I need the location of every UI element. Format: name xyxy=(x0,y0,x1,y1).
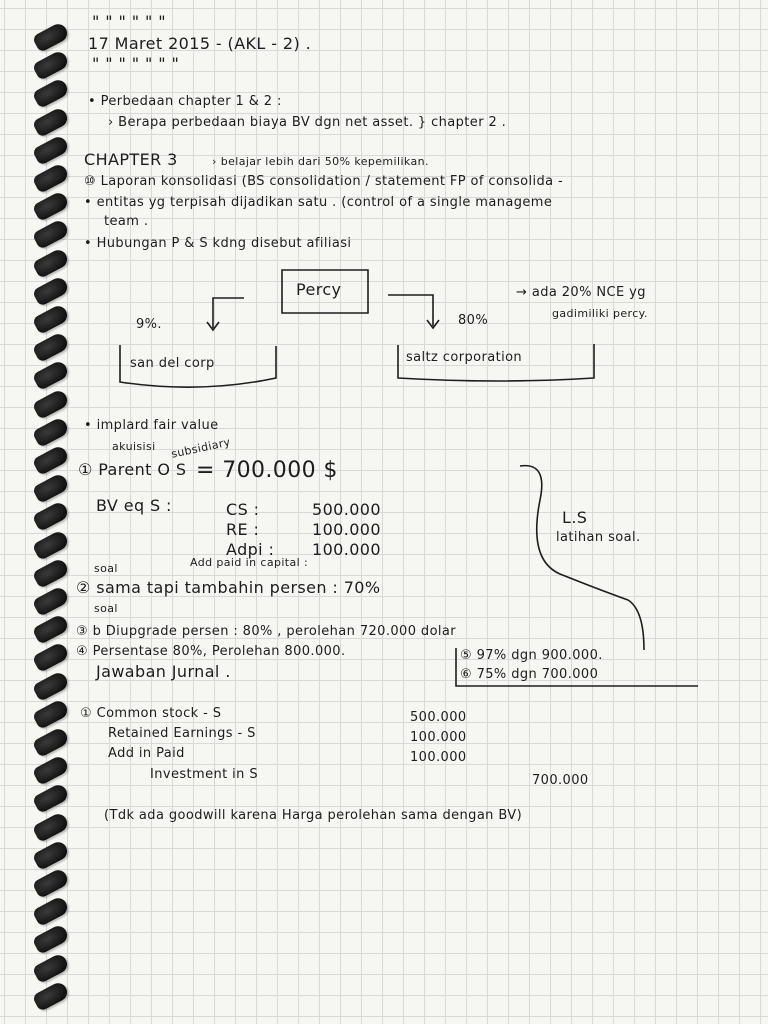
diagram-parent-percy: Percy xyxy=(296,280,342,299)
chapter-line-afiliasi: • Hubungan P & S kdng disebut afiliasi xyxy=(84,236,352,251)
soal-item-3: ③ b Diupgrade persen : 80% , perolehan 720.000 dolar xyxy=(76,624,457,639)
jurnal-debit: 100.000 xyxy=(410,730,467,745)
soal-item-5: ⑤ 97% dgn 900.000. xyxy=(460,648,603,663)
label-akuisisi: akuisisi xyxy=(112,440,156,453)
ditto-marks-bottom: " " " " " " " xyxy=(92,54,180,73)
diagram-sub-saltz: saltz corporation xyxy=(406,350,523,365)
soal-item-6: ⑥ 75% dgn 700.000 xyxy=(460,667,599,682)
ls-title: L.S xyxy=(562,508,588,527)
ditto-marks-top: " " " " " " xyxy=(92,12,166,31)
jurnal-heading: Jawaban Jurnal . xyxy=(96,662,231,681)
chapter-line-konsolidasi: ⑩ Laporan konsolidasi (BS consolidation / statement FP of consolida - xyxy=(84,174,564,189)
diagram-left-percent: 9%. xyxy=(136,317,162,332)
apic-note: Add paid in capital : xyxy=(190,556,309,569)
jurnal-debit: 100.000 xyxy=(410,750,467,765)
chapter-title: CHAPTER 3 xyxy=(84,150,178,169)
jurnal-account: Retained Earnings - S xyxy=(108,726,256,741)
bv-row-value: 100.000 xyxy=(312,520,381,539)
bv-row-label: CS : xyxy=(226,500,260,519)
chapter-note: › belajar lebih dari 50% kepemilikan. xyxy=(212,155,429,168)
bv-row-label: Adpi : xyxy=(226,540,275,559)
jurnal-credit: 700.000 xyxy=(532,773,589,788)
jurnal-note: (Tdk ada goodwill karena Harga perolehan sama dengan BV) xyxy=(104,808,523,823)
soal-label-a: soal xyxy=(94,562,118,575)
jurnal-account: Investment in S xyxy=(150,767,259,782)
item1-value: = 700.000 $ xyxy=(196,458,338,483)
diagram-right-percent: 80% xyxy=(458,313,489,328)
bullet-perbedaan-sub: › Berapa perbedaan biaya BV dgn net asset. } chapter 2 . xyxy=(108,115,507,130)
diagram-nce-note-2: gadimiliki percy. xyxy=(552,307,648,320)
jurnal-account: Add in Paid xyxy=(108,746,185,761)
bv-row-label: RE : xyxy=(226,520,260,539)
soal-item-4: ④ Persentase 80%, Perolehan 800.000. xyxy=(76,644,346,659)
jurnal-debit: 500.000 xyxy=(410,710,467,725)
soal-label-b: soal xyxy=(94,602,118,615)
diagram-nce-note-1: → ada 20% NCE yg xyxy=(516,285,646,300)
bullet-fair-value: • implard fair value xyxy=(84,418,219,433)
bv-eq-s-label: BV eq S : xyxy=(96,496,172,515)
date-line: 17 Maret 2015 - (AKL - 2) . xyxy=(88,34,312,53)
chapter-line-entitas: • entitas yg terpisah dijadikan satu . (control of a single manageme xyxy=(84,195,553,210)
label-subsidiary: subsidiary xyxy=(170,435,232,461)
chapter-line-team: team . xyxy=(104,214,149,229)
bullet-perbedaan: • Perbedaan chapter 1 & 2 : xyxy=(88,94,282,109)
bv-row-value: 100.000 xyxy=(312,540,381,559)
soal-item-2: ② sama tapi tambahin persen : 70% xyxy=(76,578,381,597)
jurnal-account: ① Common stock - S xyxy=(80,706,222,721)
item1-parent-label: ① Parent O S xyxy=(78,460,187,479)
bv-row-value: 500.000 xyxy=(312,500,381,519)
ls-subtitle: latihan soal. xyxy=(556,530,641,545)
diagram-sub-sandel: san del corp xyxy=(130,356,215,371)
